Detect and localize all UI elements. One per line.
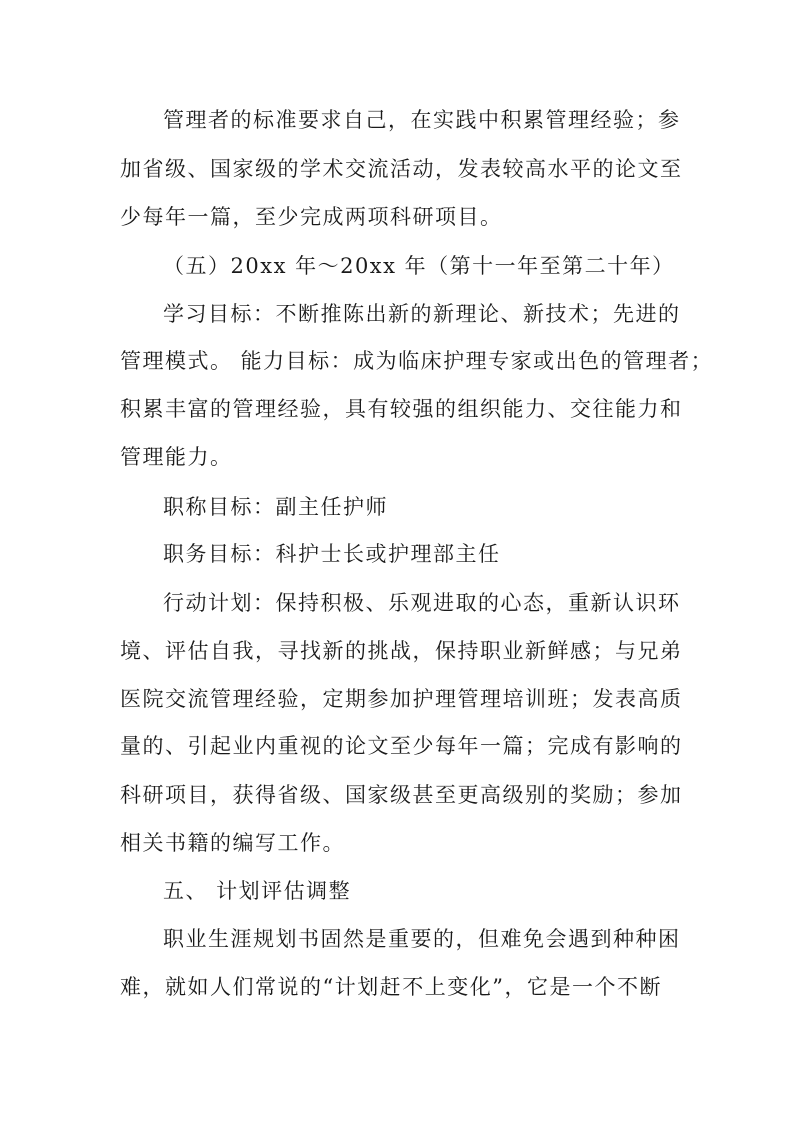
text-line: 境、评估自我，寻找新的挑战，保持职业新鲜感；与兄弟	[120, 639, 683, 663]
text-line: 管理者的标准要求自己，在实践中积累管理经验；参	[163, 108, 681, 132]
text-line: 职务目标：科护士长或护理部主任	[163, 542, 501, 566]
text-line: 科研项目，获得省级、国家级甚至更高级别的奖励；参加	[120, 783, 683, 807]
text-line: 行动计划：保持积极、乐观进取的心态，重新认识环	[163, 591, 681, 615]
text-line: 量的、引起业内重视的论文至少每年一篇；完成有影响的	[120, 734, 683, 758]
text-line: 学习目标：不断推陈出新的新理论、新技术；先进的	[163, 302, 681, 326]
text-line: 难，就如人们常说的“计划赶不上变化”，它是一个不断	[120, 975, 662, 999]
text-line: 少每年一篇，至少完成两项科研项目。	[120, 205, 503, 229]
text-line: 职业生涯规划书固然是重要的，但难免会遇到种种困	[163, 927, 681, 951]
text-line: 医院交流管理经验，定期参加护理管理培训班；发表高质	[120, 687, 683, 711]
text-line: 加省级、国家级的学术交流活动，发表较高水平的论文至	[120, 157, 683, 181]
text-line: 相关书籍的编写工作。	[120, 831, 345, 855]
section-heading: 五、 计划评估调整	[163, 879, 352, 903]
section-heading: （五）20xx 年～20xx 年（第十一年至第二十年）	[163, 254, 675, 278]
text-line: 积累丰富的管理经验，具有较强的组织能力、交往能力和	[120, 397, 683, 421]
text-line: 管理模式。 能力目标：成为临床护理专家或出色的管理者；	[120, 349, 714, 373]
text-line: 管理能力。	[120, 445, 233, 469]
text-line: 职称目标：副主任护师	[163, 495, 388, 519]
